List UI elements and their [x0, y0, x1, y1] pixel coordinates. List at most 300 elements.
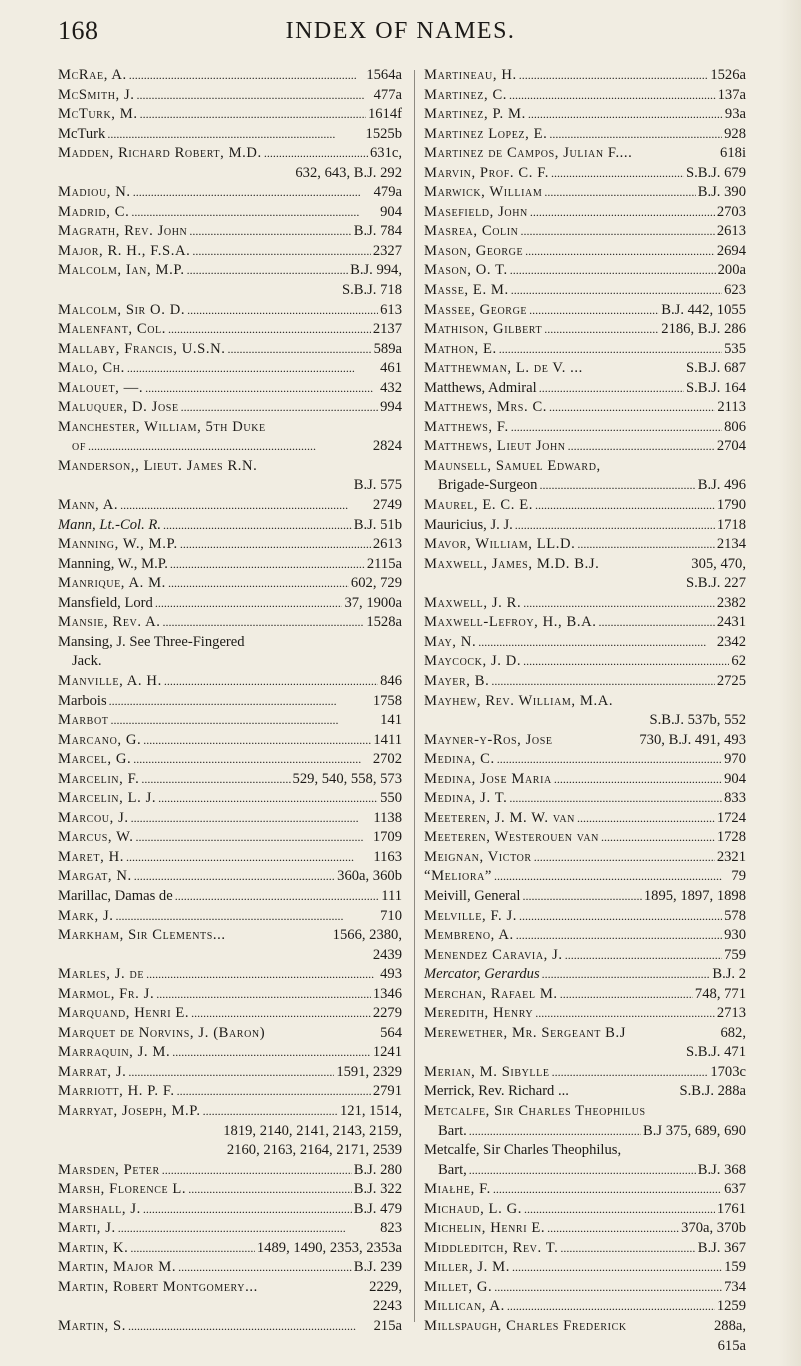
entry-name: Madden, Richard Robert, M.D.	[58, 145, 262, 162]
entry-reference: 111	[381, 887, 402, 904]
entry-reference: 2134	[716, 536, 746, 553]
index-entry	[424, 301, 746, 321]
entry-name: Michelin, Henri E.	[424, 1220, 546, 1237]
entry-reference: S.B.J. 164	[685, 379, 746, 396]
entry-reference: 461	[380, 360, 402, 377]
entry-name: Marryat, Joseph, M.P.	[58, 1102, 201, 1119]
index-entry	[424, 633, 746, 653]
entry-name: Martin, S.	[58, 1318, 126, 1334]
index-entry	[424, 535, 746, 555]
dot-leader	[187, 261, 348, 281]
index-entry	[58, 867, 402, 887]
entry-reference: 1241	[372, 1044, 402, 1061]
entry-reference: 215a	[373, 1318, 402, 1334]
index-entry	[58, 144, 402, 183]
dot-leader	[134, 867, 335, 887]
entry-reference: 806	[724, 418, 746, 435]
entry-name: Marti, J.	[58, 1220, 116, 1237]
dot-leader	[534, 848, 715, 868]
dot-leader	[523, 652, 729, 672]
entry-name: Madiou, N.	[58, 184, 131, 201]
entry-reference: S.B.J. 679	[685, 164, 746, 181]
index-entry	[58, 672, 402, 692]
entry-name: Madrid, C.	[58, 203, 130, 220]
entry-reference: 2791	[372, 1083, 402, 1100]
dot-leader	[109, 692, 371, 712]
entry-reference: 631c,	[369, 145, 402, 162]
entry-name: Meredith, Henry	[424, 1005, 534, 1022]
index-entry	[58, 340, 402, 360]
dot-leader	[549, 125, 722, 145]
dot-leader	[116, 907, 379, 927]
entry-name: Massee, George	[424, 301, 528, 318]
entry-reference: 904	[380, 203, 402, 220]
dot-leader	[560, 1239, 695, 1259]
entry-reference: 1411	[373, 731, 402, 748]
entry-name: Markham, Sir Clements...	[58, 927, 226, 944]
entry-reference: 493	[380, 966, 402, 983]
index-entry	[424, 965, 746, 985]
index-entry	[424, 1141, 746, 1161]
entry-name: Marmol, Fr. J.	[58, 985, 155, 1002]
dot-leader	[523, 594, 715, 614]
index-entry	[58, 985, 402, 1005]
index-entry	[424, 828, 746, 848]
entry-name: Martin, Major M.	[58, 1259, 177, 1276]
index-entry	[58, 926, 402, 965]
entry-name: Martinez, C.	[424, 86, 508, 103]
index-entry	[58, 887, 402, 907]
entry-name: Millet, G.	[424, 1278, 493, 1295]
entry-reference: 477a	[373, 86, 402, 103]
entry-name: Marshall, J.	[58, 1200, 141, 1217]
entry-continuation: 2439	[372, 946, 402, 963]
index-entry	[424, 242, 746, 262]
index-entry	[58, 1063, 402, 1083]
entry-name: Miller, J. M.	[424, 1259, 510, 1276]
entry-reference: 141	[380, 712, 402, 729]
entry-name: Martinez de Campos, Julian F....	[424, 145, 633, 162]
entry-reference: 2704	[716, 438, 746, 455]
entry-reference: 137a	[717, 86, 746, 103]
entry-name: Mayhew, Rev. William, M.A.	[424, 692, 614, 709]
entry-name: Masrea, Colin	[424, 223, 519, 240]
column-divider	[414, 70, 415, 1322]
dot-leader	[127, 359, 378, 379]
index-entry	[58, 242, 402, 262]
dot-leader	[554, 770, 722, 790]
entry-name: McSmith, J.	[58, 86, 135, 103]
index-entry	[58, 437, 402, 457]
dot-leader	[535, 1004, 715, 1024]
index-entry	[424, 692, 746, 731]
index-entry	[424, 222, 746, 242]
index-entry	[424, 789, 746, 809]
entry-name: Michaud, L. G.	[424, 1200, 522, 1217]
index-entry	[58, 574, 402, 594]
dot-leader	[192, 242, 370, 262]
index-entry	[58, 222, 402, 242]
dot-leader	[128, 1317, 372, 1337]
entry-continuation: 632, 643, B.J. 292	[295, 164, 402, 181]
entry-name: Malenfant, Col.	[58, 321, 167, 338]
index-entry	[58, 828, 402, 848]
entry-name: Martinez, P. M.	[424, 106, 526, 123]
dot-leader	[469, 1161, 696, 1181]
entry-name: Manning, W., M.P.	[58, 536, 178, 553]
dot-leader	[469, 1122, 641, 1142]
dot-leader	[512, 1258, 722, 1278]
dot-leader	[191, 1004, 371, 1024]
entry-reference: 1526a	[710, 67, 746, 83]
entry-name: Martinez Lopez, E.	[424, 125, 548, 142]
index-entry	[424, 496, 746, 516]
index-entry	[424, 66, 746, 86]
entry-name: Mason, O. T.	[424, 262, 508, 279]
index-entry	[58, 907, 402, 927]
entry-name: Manderson,, Lieut. James R.N.	[58, 457, 258, 474]
entry-reference: 970	[724, 751, 746, 768]
entry-reference: B.J. 994,	[350, 262, 402, 279]
entry-name: Marwick, William	[424, 184, 543, 201]
entry-reference: 200a	[717, 262, 746, 279]
dot-leader	[539, 476, 695, 496]
entry-reference: 730, B.J. 491, 493	[639, 731, 746, 748]
index-entry	[58, 809, 402, 829]
entry-reference: 121, 1514,	[339, 1102, 402, 1119]
index-entry	[424, 672, 746, 692]
entry-reference: 159	[724, 1259, 746, 1276]
index-entry	[424, 887, 746, 907]
entry-reference: B.J. 280	[353, 1161, 402, 1178]
index-entry	[424, 1004, 746, 1024]
index-entry	[424, 1258, 746, 1278]
dot-leader	[131, 809, 372, 829]
dot-leader	[547, 1219, 679, 1239]
entry-reference: 535	[724, 340, 746, 357]
entry-reference: 833	[724, 790, 746, 807]
entry-name: Mauricius, J. J.	[424, 516, 513, 533]
entry-name: “Meliora”	[424, 868, 492, 885]
entry-reference: B.J. 479	[353, 1200, 402, 1217]
index-entry	[424, 320, 746, 340]
entry-reference: 1564a	[366, 67, 402, 83]
index-entry	[424, 183, 746, 203]
index-entry	[424, 1063, 746, 1083]
dot-leader	[509, 789, 722, 809]
entry-name: Malo, Ch.	[58, 360, 125, 377]
entry-name: Matthews, Lieut John	[424, 438, 566, 455]
dot-leader	[129, 66, 365, 86]
dot-leader	[494, 867, 729, 887]
entry-name: Mavor, William, LL.D.	[424, 536, 576, 553]
index-entry	[424, 516, 746, 536]
entry-reference: B.J. 784	[353, 223, 402, 240]
index-entry	[58, 516, 402, 536]
entry-name: May, N.	[424, 633, 477, 650]
entry-name: Marcano, G.	[58, 731, 142, 748]
entry-name: Maycock, J. D.	[424, 653, 522, 670]
dot-leader	[601, 828, 715, 848]
dot-leader	[178, 1258, 352, 1278]
entry-reference: 2342	[716, 633, 746, 650]
dot-leader	[552, 1063, 709, 1083]
entry-reference: 529, 540, 558, 573	[292, 770, 402, 787]
dot-leader	[529, 301, 659, 321]
index-entry	[424, 1317, 746, 1356]
entry-reference: 37, 1900a	[344, 594, 402, 611]
index-entry	[424, 1239, 746, 1259]
dot-leader	[128, 1063, 334, 1083]
entry-name: Meignan, Victor	[424, 848, 532, 865]
index-entry	[58, 692, 402, 712]
dot-leader	[478, 633, 715, 653]
entry-continuation: 615a	[717, 1337, 746, 1354]
entry-name: McTurk, M.	[58, 106, 138, 123]
index-entry	[424, 359, 746, 379]
entry-name: Meeteren, J. M. W. van	[424, 809, 575, 826]
entry-name: Brigade-Surgeon	[438, 477, 538, 494]
entry-reference: B.J 375, 689, 690	[643, 1122, 746, 1139]
dot-leader	[551, 164, 684, 184]
index-entry	[58, 750, 402, 770]
entry-reference: 1724	[716, 809, 746, 826]
index-entry	[424, 848, 746, 868]
dot-leader	[203, 1102, 338, 1122]
dot-leader	[187, 301, 378, 321]
dot-leader	[516, 926, 722, 946]
entry-reference: S.B.J. 687	[685, 360, 746, 377]
dot-leader	[162, 1161, 352, 1181]
index-entry	[424, 985, 746, 1005]
entry-name: Manchester, William, 5th Duke	[58, 418, 266, 435]
index-entry	[424, 1278, 746, 1298]
dot-leader	[163, 516, 352, 536]
dot-leader	[530, 203, 715, 223]
entry-name: Bart.	[438, 1122, 467, 1139]
entry-name: Marcelin, L. J.	[58, 790, 157, 807]
index-entry	[58, 457, 402, 496]
entry-name: Metcalfe, Sir Charles Theophilus,	[424, 1142, 622, 1159]
dot-leader	[143, 1200, 352, 1220]
dot-leader	[577, 535, 714, 555]
dot-leader	[131, 203, 378, 223]
entry-name: Manrique, A. M.	[58, 575, 166, 592]
entry-reference: 1718	[716, 516, 746, 533]
index-entry	[424, 594, 746, 614]
entry-continuation: S.B.J. 718	[341, 282, 402, 299]
entry-name: Martineau, H.	[424, 67, 517, 83]
index-entry	[424, 203, 746, 223]
dot-leader	[146, 965, 378, 985]
entry-reference: 1614f	[367, 106, 402, 123]
dot-leader	[189, 222, 351, 242]
entry-name: Mallaby, Francis, U.S.N.	[58, 340, 226, 357]
dot-leader	[565, 946, 722, 966]
entry-reference: B.J. 367	[697, 1239, 746, 1256]
entry-reference: B.J. 239	[353, 1259, 402, 1276]
entry-name: Jack.	[72, 653, 102, 670]
index-entry	[424, 105, 746, 125]
entry-reference: 564	[380, 1024, 402, 1041]
entry-reference: 1761	[716, 1200, 746, 1217]
index-entry	[58, 848, 402, 868]
index-entry	[58, 379, 402, 399]
entry-name: Bart,	[438, 1161, 467, 1178]
entry-reference: 62	[731, 653, 746, 670]
entry-name: Middleditch, Rev. T.	[424, 1239, 559, 1256]
dot-leader	[528, 105, 723, 125]
entry-reference: B.J. 390	[697, 184, 746, 201]
entry-reference: 1591, 2329	[336, 1063, 402, 1080]
index-entry	[424, 907, 746, 927]
entry-reference: 288a,	[713, 1318, 746, 1334]
index-entry	[58, 496, 402, 516]
entry-name: Marsh, Florence L.	[58, 1181, 187, 1198]
entry-name: Martin, K.	[58, 1239, 129, 1256]
dot-leader	[539, 379, 684, 399]
entry-reference: 1346	[372, 985, 402, 1002]
entry-reference: 710	[380, 907, 402, 924]
index-entry	[58, 594, 402, 614]
dot-leader	[155, 594, 343, 614]
entry-name: Mansfield, Lord	[58, 594, 153, 611]
entry-continuation: 2243	[372, 1298, 402, 1315]
index-entry	[424, 379, 746, 399]
index-entry	[58, 1102, 402, 1161]
entry-reference: 904	[724, 770, 746, 787]
entry-reference: 928	[724, 125, 746, 142]
index-column-right	[424, 66, 746, 1356]
entry-continuation: B.J. 575	[353, 477, 402, 494]
entry-continuation: S.B.J. 471	[685, 1044, 746, 1061]
dot-leader	[510, 261, 716, 281]
entry-reference: 1728	[716, 829, 746, 846]
running-title: INDEX OF NAMES.	[285, 18, 516, 44]
index-entry	[58, 770, 402, 790]
dot-leader	[133, 750, 371, 770]
entry-reference: B.J. 51b	[353, 516, 402, 533]
entry-reference: 2229,	[369, 1278, 402, 1295]
dot-leader	[137, 86, 372, 106]
entry-name: Manning, W., M.P.	[58, 555, 168, 572]
dot-leader	[162, 613, 364, 633]
entry-name: McTurk	[58, 125, 106, 142]
entry-name: Martin, Robert Montgomery...	[58, 1278, 258, 1295]
index-entry	[58, 965, 402, 985]
dot-leader	[522, 887, 641, 907]
dot-leader	[491, 672, 714, 692]
index-entry	[58, 789, 402, 809]
entry-reference: 846	[380, 672, 402, 689]
entry-reference: 2113	[717, 399, 746, 416]
entry-reference: 1528a	[366, 614, 402, 631]
index-entry	[424, 418, 746, 438]
index-entry	[58, 301, 402, 321]
entry-reference: 2115a	[366, 555, 402, 572]
index-entry	[424, 1161, 746, 1181]
entry-reference: 2137	[372, 321, 402, 338]
entry-name: Marquand, Henri E.	[58, 1005, 190, 1022]
entry-name: Millspaugh, Charles Frederick	[424, 1318, 627, 1334]
entry-name: Mercator, Gerardus	[424, 966, 540, 983]
entry-reference: S.B.J. 288a	[679, 1083, 746, 1100]
index-entry	[58, 535, 402, 555]
index-column-left	[58, 66, 402, 1337]
index-entry	[424, 281, 746, 301]
entry-reference: 2382	[716, 594, 746, 611]
entry-name: of	[72, 438, 86, 455]
entry-name: Malcolm, Ian, M.P.	[58, 262, 185, 279]
entry-continuation: S.B.J. 227	[685, 575, 746, 592]
entry-reference: 2327	[372, 242, 402, 259]
index-entry	[58, 418, 402, 438]
index-entry	[424, 398, 746, 418]
entry-name: Masse, E. M.	[424, 282, 509, 299]
index-entry	[424, 1082, 746, 1102]
index-entry	[424, 555, 746, 594]
dot-leader	[227, 340, 371, 360]
entry-name: Mansing, J. See Three-Fingered	[58, 633, 245, 650]
entry-name: Margat, N.	[58, 868, 132, 885]
index-entry	[58, 633, 402, 653]
index-entry	[58, 183, 402, 203]
dot-leader	[535, 496, 715, 516]
entry-reference: 623	[724, 282, 746, 299]
entry-name: Mayner-y-Ros, Jose	[424, 731, 553, 748]
entry-name: Malcolm, Sir O. D.	[58, 301, 186, 318]
entry-name: Marbois	[58, 692, 107, 709]
index-entry	[58, 731, 402, 751]
index-entry	[58, 711, 402, 731]
entry-reference: 2702	[372, 751, 402, 768]
index-entry	[424, 1200, 746, 1220]
index-entry	[424, 613, 746, 633]
entry-name: Membreno, A.	[424, 927, 514, 944]
entry-name: Marriott, H. P. F.	[58, 1083, 175, 1100]
entry-reference: 1259	[716, 1298, 746, 1315]
dot-leader	[141, 770, 290, 790]
page-number: 168	[58, 16, 99, 45]
entry-reference: 2186, B.J. 286	[661, 321, 746, 338]
entry-reference: 994	[380, 399, 402, 416]
dot-leader	[140, 105, 366, 125]
entry-name: Matthews, Admiral	[424, 379, 537, 396]
entry-name: Merian, M. Sibylle	[424, 1063, 550, 1080]
dot-leader	[549, 398, 715, 418]
entry-name: Maurel, E. C. E.	[424, 497, 534, 514]
entry-name: Mann, A.	[58, 497, 119, 514]
entry-reference: 2713	[716, 1005, 746, 1022]
entry-name: Manville, A. H.	[58, 672, 162, 689]
dot-leader	[520, 222, 714, 242]
entry-reference: 748, 771	[694, 985, 746, 1002]
index-entry	[424, 946, 746, 966]
dot-leader	[143, 731, 371, 751]
index-entry	[424, 1024, 746, 1063]
entry-name: Masefield, John	[424, 203, 528, 220]
entry-reference: 1758	[372, 692, 402, 709]
page-edge-shadow	[779, 0, 801, 1366]
dot-leader	[509, 86, 716, 106]
entry-name: McRae, A.	[58, 67, 127, 83]
entry-reference: 1709	[372, 829, 402, 846]
entry-name: Metcalfe, Sir Charles Theophilus	[424, 1102, 646, 1119]
dot-leader	[511, 418, 722, 438]
entry-reference: 618i	[720, 145, 746, 162]
dot-leader	[156, 985, 371, 1005]
entry-name: Marvin, Prof. C. F.	[424, 164, 550, 181]
